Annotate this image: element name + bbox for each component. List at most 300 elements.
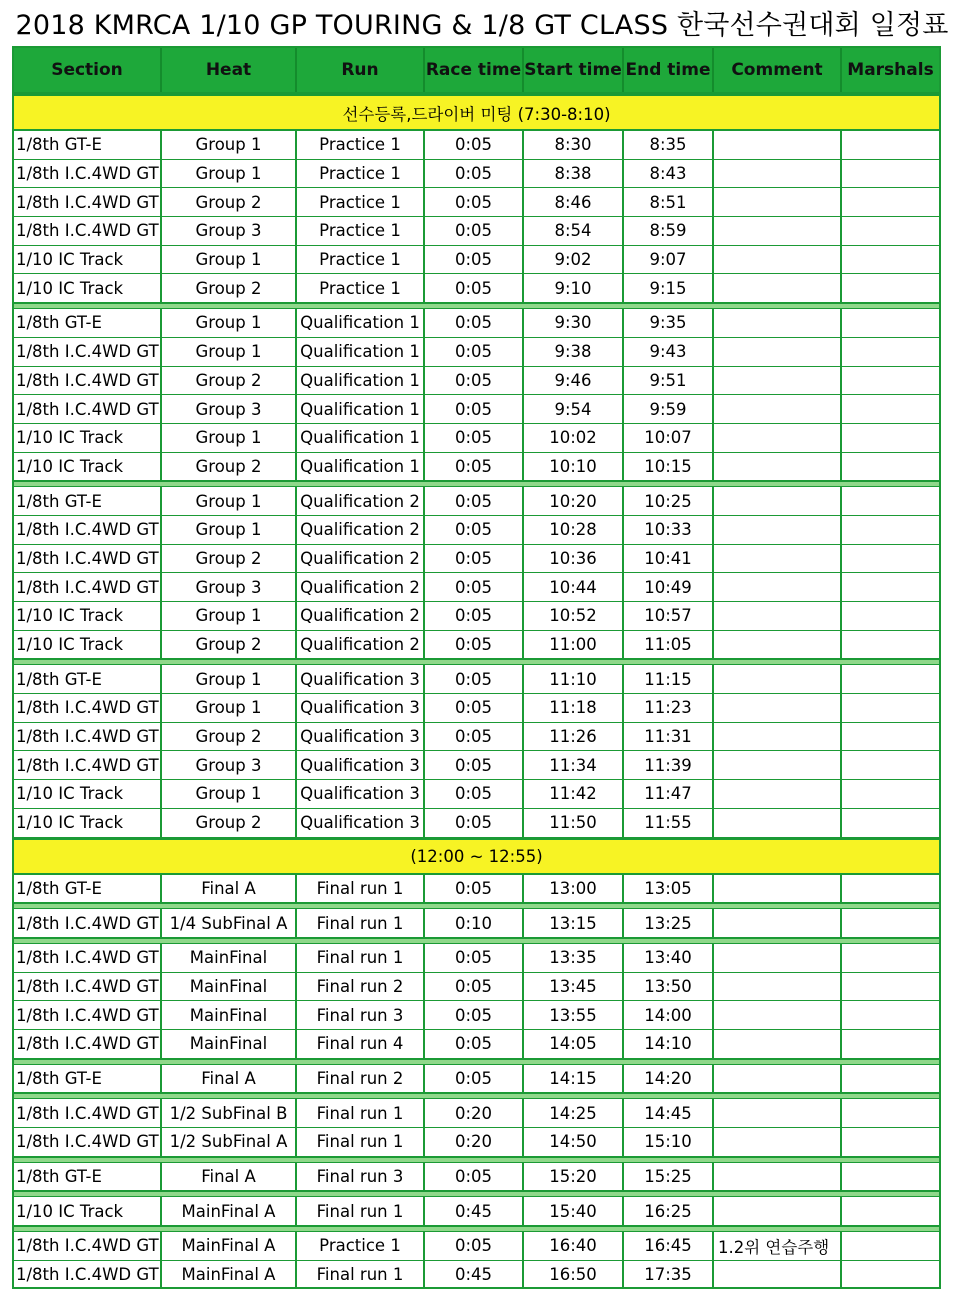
- section-cell: 1/8th I.C.4WD GT: [14, 1099, 162, 1127]
- marshals-cell: [842, 1030, 939, 1058]
- table-row: [12, 188, 941, 217]
- column-header-comment: Comment: [714, 48, 842, 92]
- start-time-cell: 11:18: [524, 694, 624, 722]
- marshals-cell: [842, 217, 939, 245]
- marshals-cell: [842, 1128, 939, 1156]
- section-cell: 1/8th GT-E: [14, 309, 162, 337]
- marshals-cell: [842, 516, 939, 544]
- start-time-cell: 10:02: [524, 424, 624, 452]
- run-cell: Qualification 1: [297, 367, 425, 395]
- marshals-cell: [842, 453, 939, 481]
- end-time-cell: 10:41: [624, 545, 714, 573]
- table-row: [12, 453, 941, 482]
- section-cell: 1/8th GT-E: [14, 875, 162, 903]
- comment-cell: [714, 424, 842, 452]
- comment-cell: [714, 545, 842, 573]
- run-cell: Final run 1: [297, 1128, 425, 1156]
- end-time-cell: 8:59: [624, 217, 714, 245]
- run-cell: Qualification 2: [297, 545, 425, 573]
- end-time-cell: 13:05: [624, 875, 714, 903]
- end-time-cell: 8:51: [624, 188, 714, 216]
- heat-cell: Group 1: [162, 694, 297, 722]
- race-time-cell: 0:05: [425, 973, 524, 1001]
- marshals-cell: [842, 1099, 939, 1127]
- comment-cell: [714, 809, 842, 837]
- start-time-cell: 14:15: [524, 1065, 624, 1093]
- comment-cell: [714, 909, 842, 937]
- race-time-cell: 0:20: [425, 1099, 524, 1127]
- run-cell: Qualification 1: [297, 395, 425, 423]
- heat-cell: Group 1: [162, 246, 297, 274]
- table-row: [12, 545, 941, 574]
- start-time-cell: 16:50: [524, 1261, 624, 1288]
- comment-cell: [714, 751, 842, 779]
- start-time-cell: 11:50: [524, 809, 624, 837]
- table-row: [12, 875, 941, 904]
- section-cell: 1/8th I.C.4WD GT: [14, 973, 162, 1001]
- heat-cell: MainFinal: [162, 1030, 297, 1058]
- marshals-cell: [842, 487, 939, 515]
- run-cell: Qualification 3: [297, 723, 425, 751]
- end-time-cell: 13:25: [624, 909, 714, 937]
- heat-cell: MainFinal A: [162, 1232, 297, 1260]
- column-header-end-time: End time: [624, 48, 714, 92]
- run-cell: Final run 2: [297, 973, 425, 1001]
- section-cell: 1/8th I.C.4WD GT: [14, 516, 162, 544]
- table-row: [12, 131, 941, 160]
- section-cell: 1/8th I.C.4WD GT: [14, 751, 162, 779]
- marshals-cell: [842, 780, 939, 808]
- section-cell: 1/8th I.C.4WD GT: [14, 573, 162, 601]
- table-row: [12, 160, 941, 189]
- section-cell: 1/8th I.C.4WD GT: [14, 160, 162, 188]
- end-time-cell: 9:35: [624, 309, 714, 337]
- end-time-cell: 14:10: [624, 1030, 714, 1058]
- section-cell: 1/10 IC Track: [14, 246, 162, 274]
- table-row: [12, 631, 941, 660]
- start-time-cell: 8:54: [524, 217, 624, 245]
- race-time-cell: 0:05: [425, 367, 524, 395]
- end-time-cell: 11:55: [624, 809, 714, 837]
- start-time-cell: 11:26: [524, 723, 624, 751]
- comment-cell: [714, 780, 842, 808]
- start-time-cell: 13:00: [524, 875, 624, 903]
- comment-cell: 1.2위 연습주행: [714, 1232, 842, 1260]
- race-time-cell: 0:05: [425, 246, 524, 274]
- table-row: [12, 751, 941, 780]
- comment-cell: [714, 1099, 842, 1127]
- section-cell: 1/8th GT-E: [14, 131, 162, 159]
- marshals-cell: [842, 1065, 939, 1093]
- start-time-cell: 10:28: [524, 516, 624, 544]
- run-cell: Qualification 1: [297, 424, 425, 452]
- table-row: [12, 1128, 941, 1157]
- column-header-marshals: Marshals: [847, 60, 934, 80]
- run-cell: Practice 1: [297, 188, 425, 216]
- end-time-cell: 14:20: [624, 1065, 714, 1093]
- marshals-cell: [842, 723, 939, 751]
- race-time-cell: 0:05: [425, 780, 524, 808]
- race-time-cell: 0:05: [425, 516, 524, 544]
- run-cell: Practice 1: [297, 160, 425, 188]
- race-time-cell: 0:05: [425, 487, 524, 515]
- comment-cell: [714, 694, 842, 722]
- race-time-cell: 0:45: [425, 1261, 524, 1288]
- table-row: [12, 516, 941, 545]
- section-cell: 1/10 IC Track: [14, 424, 162, 452]
- heat-cell: MainFinal A: [162, 1261, 297, 1288]
- start-time-cell: 14:25: [524, 1099, 624, 1127]
- section-cell: 1/10 IC Track: [14, 631, 162, 659]
- schedule-table: [12, 46, 941, 1289]
- comment-cell: [714, 395, 842, 423]
- column-header-start-time: Start time: [524, 48, 624, 92]
- heat-cell: Group 2: [162, 809, 297, 837]
- run-cell: Final run 1: [297, 1099, 425, 1127]
- section-cell: 1/10 IC Track: [14, 780, 162, 808]
- marshals-cell: [842, 338, 939, 366]
- comment-cell: [714, 1197, 842, 1225]
- run-cell: Qualification 3: [297, 780, 425, 808]
- comment-cell: [714, 944, 842, 972]
- heat-cell: Group 1: [162, 665, 297, 693]
- run-cell: Qualification 2: [297, 487, 425, 515]
- heat-cell: Group 3: [162, 395, 297, 423]
- section-cell: 1/8th I.C.4WD GT: [14, 1128, 162, 1156]
- table-row: [12, 1232, 941, 1261]
- comment-cell: [714, 367, 842, 395]
- table-row: [12, 1099, 941, 1128]
- table-row: [12, 274, 941, 303]
- race-time-cell: 0:05: [425, 944, 524, 972]
- race-time-cell: 0:05: [425, 751, 524, 779]
- marshals-cell: [842, 545, 939, 573]
- run-cell: Qualification 2: [297, 573, 425, 601]
- race-time-cell: 0:05: [425, 694, 524, 722]
- run-cell: Practice 1: [297, 274, 425, 302]
- section-cell: 1/8th I.C.4WD GT: [14, 367, 162, 395]
- section-cell: 1/8th I.C.4WD GT: [14, 217, 162, 245]
- run-cell: Qualification 1: [297, 453, 425, 481]
- marshals-cell: [842, 395, 939, 423]
- section-cell: 1/8th GT-E: [14, 1065, 162, 1093]
- start-time-cell: 13:15: [524, 909, 624, 937]
- race-time-cell: 0:05: [425, 631, 524, 659]
- comment-cell: [714, 1001, 842, 1029]
- heat-cell: Group 1: [162, 487, 297, 515]
- heat-cell: Group 3: [162, 573, 297, 601]
- heat-cell: Group 3: [162, 751, 297, 779]
- marshals-cell: [842, 875, 939, 903]
- race-time-cell: 0:05: [425, 573, 524, 601]
- race-time-cell: 0:05: [425, 1163, 524, 1191]
- comment-cell: [714, 309, 842, 337]
- table-row: [12, 338, 941, 367]
- comment-cell: [714, 631, 842, 659]
- comment-cell: [714, 338, 842, 366]
- comment-cell: [714, 723, 842, 751]
- marshals-cell: [842, 246, 939, 274]
- run-cell: Final run 1: [297, 1261, 425, 1288]
- start-time-cell: 13:45: [524, 973, 624, 1001]
- marshals-cell: [842, 274, 939, 302]
- section-cell: 1/10 IC Track: [14, 1197, 162, 1225]
- race-time-cell: 0:05: [425, 1232, 524, 1260]
- comment-cell: [714, 1261, 842, 1288]
- table-row: [12, 246, 941, 275]
- comment-cell: [714, 487, 842, 515]
- section-cell: 1/8th I.C.4WD GT: [14, 338, 162, 366]
- comment-cell: [714, 516, 842, 544]
- run-cell: Qualification 3: [297, 694, 425, 722]
- comment-cell: [714, 160, 842, 188]
- end-time-cell: 15:10: [624, 1128, 714, 1156]
- race-time-cell: 0:05: [425, 160, 524, 188]
- race-time-cell: 0:05: [425, 723, 524, 751]
- start-time-cell: 15:40: [524, 1197, 624, 1225]
- heat-cell: Group 1: [162, 160, 297, 188]
- run-cell: Qualification 2: [297, 631, 425, 659]
- start-time-cell: 10:52: [524, 602, 624, 630]
- heat-cell: Group 3: [162, 217, 297, 245]
- race-time-cell: 0:45: [425, 1197, 524, 1225]
- marshals-cell: [842, 944, 939, 972]
- run-cell: Final run 1: [297, 909, 425, 937]
- race-time-cell: 0:05: [425, 131, 524, 159]
- table-row: [12, 1163, 941, 1192]
- run-cell: Final run 3: [297, 1001, 425, 1029]
- start-time-cell: 11:42: [524, 780, 624, 808]
- table-row: [12, 694, 941, 723]
- end-time-cell: 11:15: [624, 665, 714, 693]
- table-row: [12, 367, 941, 396]
- time-band: 선수등록,드라이버 미팅 (7:30-8:10): [12, 94, 941, 131]
- race-time-cell: 0:05: [425, 188, 524, 216]
- marshals-cell: [842, 1163, 939, 1191]
- end-time-cell: 10:07: [624, 424, 714, 452]
- table-row: [12, 487, 941, 516]
- end-time-cell: 16:45: [624, 1232, 714, 1260]
- start-time-cell: 9:02: [524, 246, 624, 274]
- section-cell: 1/8th I.C.4WD GT: [14, 944, 162, 972]
- run-cell: Final run 2: [297, 1065, 425, 1093]
- marshals-cell: [842, 909, 939, 937]
- table-row: [12, 780, 941, 809]
- end-time-cell: 9:43: [624, 338, 714, 366]
- race-time-cell: 0:05: [425, 395, 524, 423]
- end-time-cell: 9:59: [624, 395, 714, 423]
- start-time-cell: 13:55: [524, 1001, 624, 1029]
- start-time-cell: 13:35: [524, 944, 624, 972]
- heat-cell: Group 1: [162, 602, 297, 630]
- comment-cell: [714, 1163, 842, 1191]
- column-header-run: Run: [297, 48, 425, 92]
- table-row: [12, 944, 941, 973]
- start-time-cell: 8:30: [524, 131, 624, 159]
- start-time-cell: 9:38: [524, 338, 624, 366]
- heat-cell: Final A: [162, 875, 297, 903]
- run-cell: Qualification 2: [297, 516, 425, 544]
- comment-cell: [714, 131, 842, 159]
- comment-cell: [714, 1065, 842, 1093]
- marshals-cell: [842, 188, 939, 216]
- comment-cell: [714, 1128, 842, 1156]
- heat-cell: MainFinal A: [162, 1197, 297, 1225]
- start-time-cell: 9:54: [524, 395, 624, 423]
- heat-cell: Group 2: [162, 367, 297, 395]
- table-row: [12, 1030, 941, 1059]
- table-header-row: [12, 46, 941, 94]
- table-row: [12, 723, 941, 752]
- end-time-cell: 10:15: [624, 453, 714, 481]
- comment-cell: [714, 453, 842, 481]
- end-time-cell: 10:25: [624, 487, 714, 515]
- end-time-cell: 10:57: [624, 602, 714, 630]
- heat-cell: Group 1: [162, 516, 297, 544]
- section-cell: 1/8th I.C.4WD GT: [14, 1261, 162, 1288]
- start-time-cell: 15:20: [524, 1163, 624, 1191]
- race-time-cell: 0:05: [425, 602, 524, 630]
- race-time-cell: 0:05: [425, 274, 524, 302]
- start-time-cell: 9:10: [524, 274, 624, 302]
- race-time-cell: 0:05: [425, 309, 524, 337]
- race-time-cell: 0:05: [425, 665, 524, 693]
- run-cell: Final run 1: [297, 1197, 425, 1225]
- start-time-cell: 10:36: [524, 545, 624, 573]
- start-time-cell: 14:50: [524, 1128, 624, 1156]
- race-time-cell: 0:05: [425, 1030, 524, 1058]
- section-cell: 1/8th I.C.4WD GT: [14, 694, 162, 722]
- comment-cell: [714, 246, 842, 274]
- heat-cell: Final A: [162, 1163, 297, 1191]
- start-time-cell: 11:10: [524, 665, 624, 693]
- table-row: [12, 809, 941, 838]
- comment-cell: [714, 665, 842, 693]
- marshals-cell: [842, 751, 939, 779]
- end-time-cell: 11:39: [624, 751, 714, 779]
- run-cell: Qualification 1: [297, 309, 425, 337]
- heat-cell: Group 1: [162, 131, 297, 159]
- section-cell: 1/8th I.C.4WD GT: [14, 395, 162, 423]
- end-time-cell: 15:25: [624, 1163, 714, 1191]
- start-time-cell: 11:34: [524, 751, 624, 779]
- section-cell: 1/8th GT-E: [14, 665, 162, 693]
- run-cell: Qualification 3: [297, 665, 425, 693]
- race-time-cell: 0:05: [425, 217, 524, 245]
- section-cell: 1/8th I.C.4WD GT: [14, 1030, 162, 1058]
- end-time-cell: 14:45: [624, 1099, 714, 1127]
- section-cell: 1/10 IC Track: [14, 602, 162, 630]
- end-time-cell: 13:50: [624, 973, 714, 1001]
- comment-cell: [714, 602, 842, 630]
- comment-cell: [714, 217, 842, 245]
- start-time-cell: 8:38: [524, 160, 624, 188]
- heat-cell: MainFinal: [162, 1001, 297, 1029]
- marshals-cell: [842, 424, 939, 452]
- heat-cell: Group 1: [162, 780, 297, 808]
- marshals-cell: [842, 602, 939, 630]
- end-time-cell: 11:23: [624, 694, 714, 722]
- table-row: [12, 573, 941, 602]
- race-time-cell: 0:10: [425, 909, 524, 937]
- heat-cell: Group 2: [162, 723, 297, 751]
- marshals-cell: [842, 1197, 939, 1225]
- marshals-cell: [842, 1261, 939, 1288]
- start-time-cell: 8:46: [524, 188, 624, 216]
- end-time-cell: 10:49: [624, 573, 714, 601]
- heat-cell: Group 1: [162, 424, 297, 452]
- end-time-cell: 11:47: [624, 780, 714, 808]
- end-time-cell: 14:00: [624, 1001, 714, 1029]
- heat-cell: MainFinal: [162, 973, 297, 1001]
- end-time-cell: 9:15: [624, 274, 714, 302]
- marshals-cell: [842, 1001, 939, 1029]
- table-row: [12, 602, 941, 631]
- race-time-cell: 0:20: [425, 1128, 524, 1156]
- heat-cell: Group 2: [162, 453, 297, 481]
- run-cell: Final run 1: [297, 875, 425, 903]
- table-row: [12, 395, 941, 424]
- run-cell: Final run 1: [297, 944, 425, 972]
- start-time-cell: 9:46: [524, 367, 624, 395]
- comment-cell: [714, 973, 842, 1001]
- marshals-cell: [842, 809, 939, 837]
- start-time-cell: 10:44: [524, 573, 624, 601]
- race-time-cell: 0:05: [425, 809, 524, 837]
- end-time-cell: 16:25: [624, 1197, 714, 1225]
- marshals-cell: [842, 631, 939, 659]
- table-row: [12, 973, 941, 1002]
- time-band: (12:00 ~ 12:55): [12, 838, 941, 875]
- marshals-cell: [842, 973, 939, 1001]
- page-title: 2018 KMRCA 1/10 GP TOURING & 1/8 GT CLASS 한국선수권대회 일정표: [15, 10, 949, 41]
- table-row: [12, 309, 941, 338]
- table-row: [12, 665, 941, 694]
- marshals-cell: [842, 1232, 939, 1260]
- table-row: [12, 1001, 941, 1030]
- section-cell: 1/8th I.C.4WD GT: [14, 723, 162, 751]
- race-time-cell: 0:05: [425, 1065, 524, 1093]
- heat-cell: Group 1: [162, 309, 297, 337]
- heat-cell: 1/4 SubFinal A: [162, 909, 297, 937]
- race-time-cell: 0:05: [425, 453, 524, 481]
- table-row: [12, 424, 941, 453]
- table-row: [12, 1065, 941, 1094]
- section-cell: 1/10 IC Track: [14, 453, 162, 481]
- section-cell: 1/10 IC Track: [14, 809, 162, 837]
- heat-cell: 1/2 SubFinal B: [162, 1099, 297, 1127]
- heat-cell: Group 2: [162, 545, 297, 573]
- heat-cell: Group 2: [162, 274, 297, 302]
- column-header-race-time: Race time: [425, 48, 524, 92]
- start-time-cell: 10:10: [524, 453, 624, 481]
- heat-cell: MainFinal: [162, 944, 297, 972]
- table-row: [12, 1261, 941, 1290]
- start-time-cell: 9:30: [524, 309, 624, 337]
- end-time-cell: 11:31: [624, 723, 714, 751]
- run-cell: Practice 1: [297, 1232, 425, 1260]
- section-cell: 1/8th I.C.4WD GT: [14, 188, 162, 216]
- end-time-cell: 8:35: [624, 131, 714, 159]
- start-time-cell: 16:40: [524, 1232, 624, 1260]
- run-cell: Qualification 1: [297, 338, 425, 366]
- marshals-cell: [842, 160, 939, 188]
- marshals-cell: [842, 694, 939, 722]
- section-cell: 1/10 IC Track: [14, 274, 162, 302]
- end-time-cell: 9:07: [624, 246, 714, 274]
- section-cell: 1/8th GT-E: [14, 487, 162, 515]
- comment-cell: [714, 188, 842, 216]
